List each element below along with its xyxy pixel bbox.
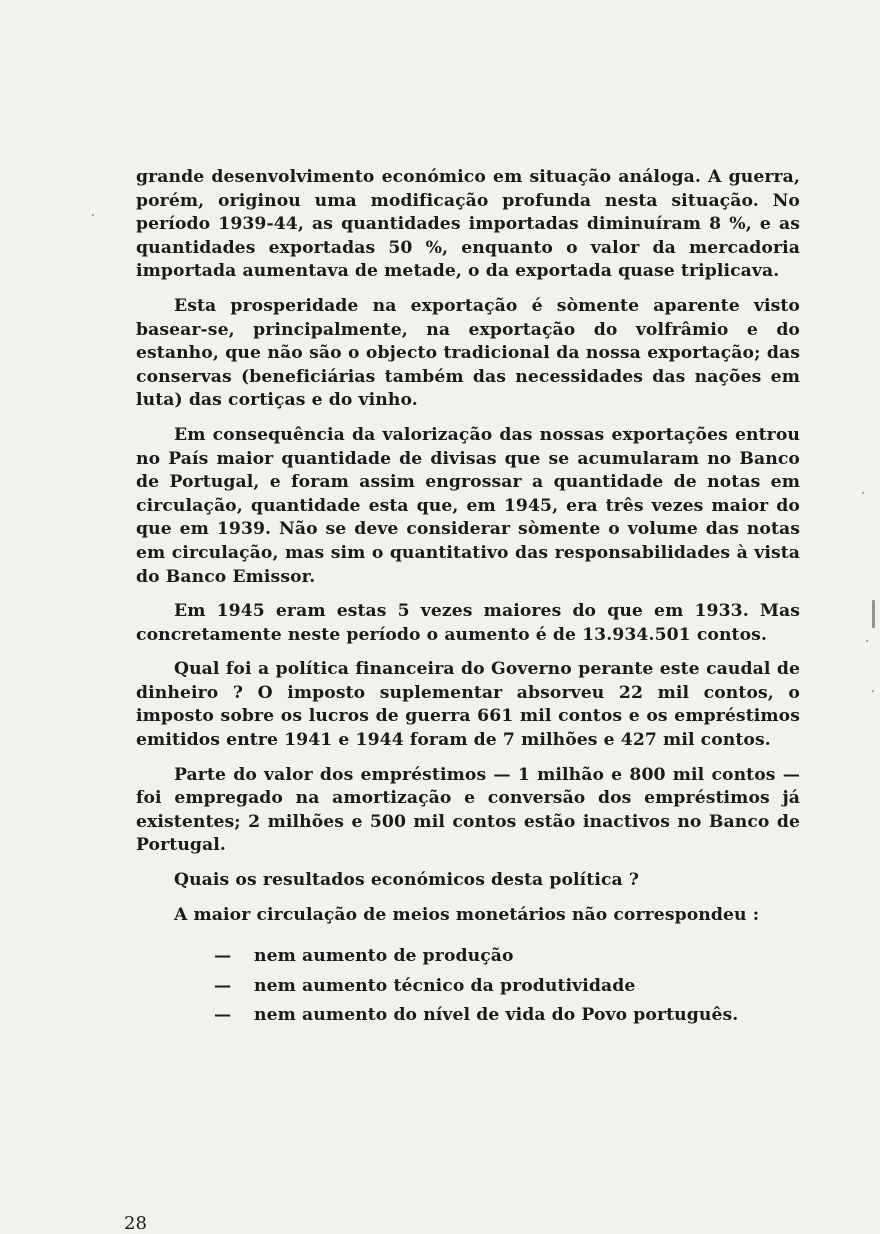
paragraph-7: Quais os resultados económicos desta política ? [174,870,640,891]
scan-speck [862,492,864,494]
dash-list [136,945,800,1028]
list-item [214,1004,800,1028]
scan-speck [92,214,94,216]
paragraph-1: grande desenvolvimento económico em situação análoga. A guerra, porém, originou uma modificação profunda nesta situação. No período 1939-44, as quantidades importadas diminuíram 8 %, e as quantidades exportadas 50 %, enquanto o valor da mercadoria importada aumentava de metade, o da exportada quase triplicava. [136,167,800,282]
list-item [214,945,800,969]
dash-marker: — [214,1005,232,1026]
list-item-text: nem aumento de produção [254,946,514,967]
scan-speck [872,690,874,692]
list-item-text: nem aumento técnico da produtividade [254,975,636,996]
scan-speck [866,640,868,642]
page-number: 28 [124,1213,147,1234]
paragraph-6: Parte do valor dos empréstimos — 1 milhão e 800 mil contos — foi empregado na amortização e conversão dos empréstimos já existentes; 2 milhões e 500 mil contos estão inactivos no Banco de Portugal. [136,764,800,856]
paragraph-8: A maior circulação de meios monetários não correspondeu : [174,904,760,925]
paragraph-5: Qual foi a política financeira do Governo perante este caudal de dinheiro ? O imposto suplementar absorveu 22 mil contos, o imposto sobre os lucros de guerra 661 mil contos e os empréstimos emitidos entre 1941 e 1944 foram de 7 milhões e 427 mil contos. [136,659,800,751]
scan-speck [872,600,875,628]
paragraph-2: Esta prosperidade na exportação é sòmente aparente visto basear-se, principalmente, na exportação do volfrâmio e do estanho, que não são o objecto tradicional da nossa exportação; das conservas (beneficiárias também das necessidades das nações em luta) das cortiças e do vinho. [136,295,800,411]
paragraph-3: Em consequência da valorização das nossas exportações entrou no País maior quantidade de divisas que se acumularam no Banco de Portugal, e foram assim engrossar a quantidade de notas em circulação, quantidade esta que, em 1945, era três vezes maior do que em 1939. Não se deve considerar sòmente o volume das notas em circulação, mas sim o quantitativo das responsabilidades à vista do Banco Emissor. [136,424,800,587]
list-item [214,975,800,999]
paragraph-4: Em 1945 eram estas 5 vezes maiores do que em 1933. Mas concretamente neste período o aumento é de 13.934.501 contos. [136,601,800,645]
dash-marker: — [214,946,232,967]
list-item-text: nem aumento do nível de vida do Povo português. [254,1005,739,1026]
body-text [136,166,800,1034]
dash-marker: — [214,975,232,996]
